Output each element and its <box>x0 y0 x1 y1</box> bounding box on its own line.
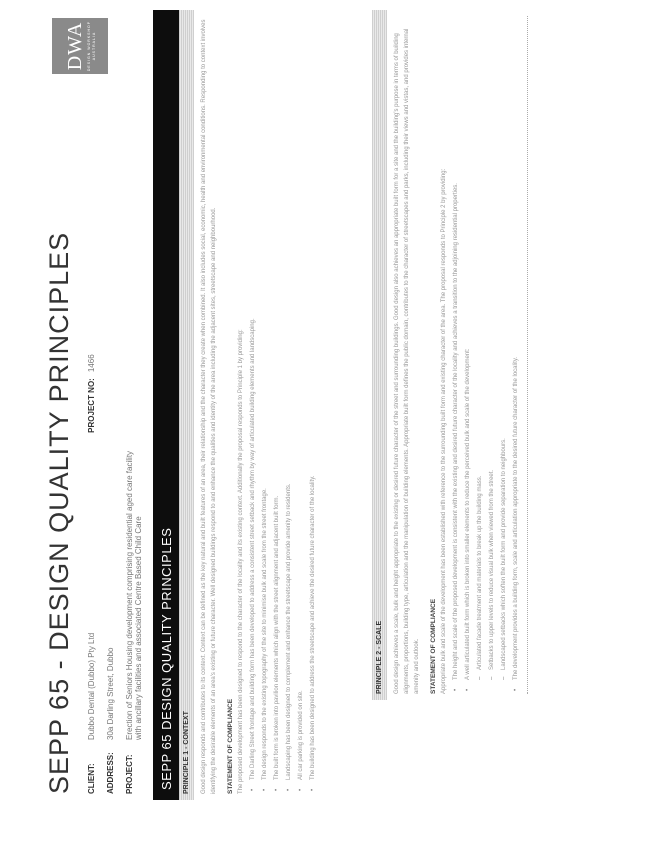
address-value: 30a Darling Street, Dubbo <box>106 647 115 740</box>
address-row <box>106 10 115 794</box>
client-value: Dubbo Dental (Dubbo) Pty Ltd <box>87 632 96 740</box>
principle-2-intro: Good design achieves a scale, bulk and height appropriate to the existing or desired future character of the street and surrounding buildings. Good design also achieves an appropriate built form for a site and the building's purpose in terms of building alignments, proportions, building type, articulation and the manipulation of building elements. Appropriate built form defines the public domain, contributes to the character of streetscapes and parks, including their views and vistas, and provides internal amenity and outlook. <box>394 28 420 694</box>
project-no-label: PROJECT NO: <box>87 378 96 433</box>
page-right <box>372 10 652 700</box>
principle-1-bullets <box>248 16 318 794</box>
dwa-logo <box>52 18 108 74</box>
principle-2-bullets <box>451 16 521 694</box>
project-value: Erection of Seniors Housing development comprising residential aged care facility with ancillary facilities and associated Centre Based Child Care <box>125 450 143 740</box>
address-label: ADDRESS: <box>106 752 115 794</box>
project-label: PROJECT: <box>125 754 134 794</box>
list-item <box>463 16 509 694</box>
list-item-text: A well articulated built form which is broken into smaller elements to reduce the perceived bulk and scale of the development: <box>465 348 471 680</box>
list-item: • The Darling Street frontage and building form has been developed to address a consistent street setback and rhythm by way of articulated building elements and landscaping. <box>248 16 258 794</box>
principle-2-compliance-text: Appropriate bulk and scale of the development has been established with reference to the surrounding built form and existing character of the area. The proposal responds to Principle 2 by providing: <box>441 168 447 694</box>
document-title: SEPP 65 - DESIGN QUALITY PRINCIPLES <box>44 231 74 794</box>
list-item: • The height and scale of the proposed development is consistent with the existing and desired future character of the locality and achieves a transition to the adjoining residential properties. <box>451 16 461 694</box>
principle-1-heading: PRINCIPLE 1 - CONTEXT <box>179 10 194 800</box>
client-row <box>87 10 96 794</box>
list-item: • The development provides a building form, scale and articulation appropriate to the desired future character of the locality. <box>511 16 521 694</box>
client-label: CLIENT: <box>87 763 96 794</box>
principle-2-heading: PRINCIPLE 2 - SCALE <box>372 10 387 700</box>
logo-subtitle: DESIGN WORKSHOP AUSTRALIA <box>86 20 96 72</box>
sub-list-item: – Articulated facade treatment and materials to break up the building mass. <box>475 16 485 680</box>
principle-2-compliance-heading: STATEMENT OF COMPLIANCE <box>430 598 437 694</box>
project-row <box>125 10 143 794</box>
list-item: • All car parking is provided on site. <box>296 16 306 794</box>
principle-1-intro: Good design responds and contributes to its context. Context can be defined as the key natural and built features of an area, their relationship and the character they create when combined. It also includes social, economic, health and environmental conditions. Responding to context involves identifying the desirable elements of an area's existing or future character. Well designed buildings respond to and enhance the qualities and identity of the area including the adjacent sites, streetscape and neighbourhood. <box>201 19 217 794</box>
list-item: • Landscaping has been designed to complement and enhance the streetscape and provide amenity to residents. <box>284 16 294 794</box>
sub-list-item: – Landscaped setbacks which soften the built form and provide separation to neighbours. <box>499 16 509 680</box>
list-item: • The design responds to the existing topography of the site to minimise bulk and scale from the street frontage. <box>260 16 270 794</box>
page-left <box>44 10 364 800</box>
sub-list-item: – Setbacks to upper levels to reduce visual bulk when viewed from the street. <box>487 16 497 680</box>
page-divider <box>527 16 528 694</box>
project-no-value: 1466 <box>87 354 96 373</box>
list-item: • The built form is broken into pavilion elements which align with the street alignment and adjacent built form. <box>272 16 282 794</box>
principle-1-compliance-text: The proposed development has been designed to respond to the character of the locality and its existing context. Additionally the proposal responds to Principle 1 by providing: <box>238 329 244 794</box>
sub-bullets <box>475 16 509 680</box>
principle-1-compliance-heading: STATEMENT OF COMPLIANCE <box>227 698 234 794</box>
list-item: • The building has been designed to address the streetscape and achieve the desired future character of the locality. <box>308 16 318 794</box>
logo-mark: DWA <box>63 21 86 71</box>
section-banner: SEPP 65 DESIGN QUALITY PRINCIPLES <box>153 10 179 800</box>
